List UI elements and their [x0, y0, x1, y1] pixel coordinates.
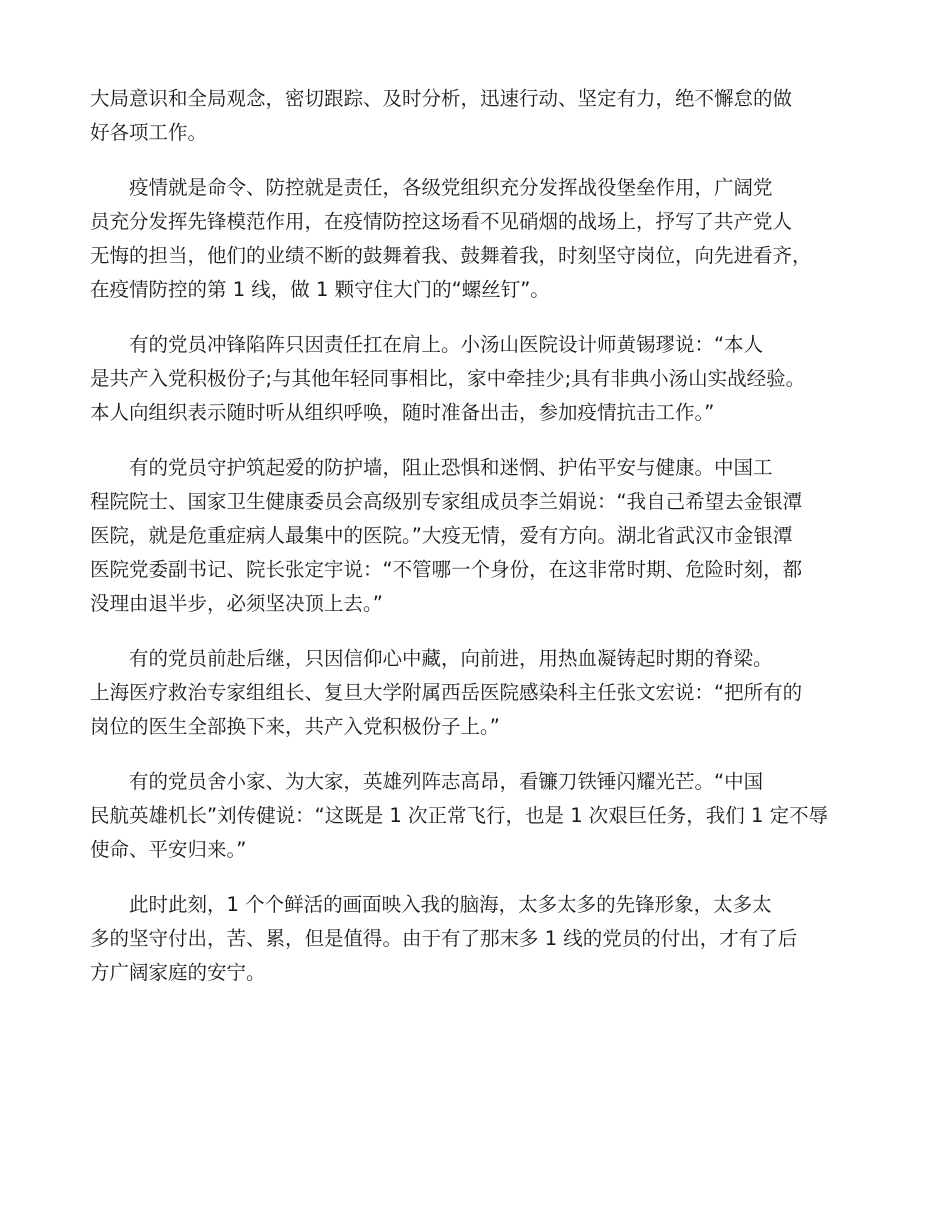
- paragraph-5: [90, 642, 862, 744]
- text-line: 多的坚守付出，苦、累，但是值得。由于有了那末多 1 线的党员的付出，才有了后: [90, 927, 798, 950]
- text-line: 在疫情防控的第 1 线，做 1 颗守住大门的“螺丝钉”。: [90, 278, 550, 301]
- text-line: 无悔的担当，他们的业绩不断的鼓舞着我、鼓舞着我，时刻坚守岗位，向先进看齐，: [90, 244, 812, 267]
- text-line: 使命、平安归来。”: [90, 838, 247, 861]
- text-line: 岗位的医生全部换下来，共产入党积极份子上。”: [90, 715, 500, 738]
- text-line: 有的党员守护筑起爱的防护墙，阻止恐惧和迷惘、护佑平安与健康。中国工: [129, 456, 773, 479]
- paragraph-4: [90, 451, 862, 621]
- text-line: 本人向组织表示随时听从组织呼唤，随时准备出击，参加疫情抗击工作。”: [90, 401, 715, 424]
- text-line: 此时此刻，1 个个鲜活的画面映入我的脑海，太多太多的先锋形象，太多太: [129, 893, 772, 916]
- text-line: 程院院士、国家卫生健康委员会高级别专家组成员李兰娟说：“我自己希望去金银潭: [90, 490, 803, 513]
- text-line: 没理由退半步，必须坚决顶上去。”: [90, 592, 383, 615]
- text-line: 方广阔家庭的安宁。: [90, 961, 266, 984]
- text-line: 好各项工作。: [90, 121, 208, 144]
- text-line: 大局意识和全局观念，密切跟踪、及时分析，迅速行动、坚定有力，绝不懈怠的做: [90, 87, 793, 110]
- text-line: 有的党员前赴后继，只因信仰心中藏，向前进，用热血凝铸起时期的脊梁。: [129, 647, 773, 670]
- paragraph-1: [90, 82, 862, 150]
- text-line: 疫情就是命令、防控就是责任，各级党组织充分发挥战役堡垒作用，广阔党: [129, 176, 773, 199]
- document-body: [90, 82, 862, 1011]
- paragraph-7: [90, 888, 862, 990]
- text-line: 医院，就是危重症病人最集中的医院。”大疫无情，爱有方向。湖北省武汉市金银潭: [90, 524, 793, 547]
- text-line: 是共产入党积极份子;与其他年轻同事相比，家中牵挂少;具有非典小汤山实战经验。: [90, 367, 806, 390]
- text-line: 有的党员舍小家、为大家，英雄列阵志高昂，看镰刀铁锤闪耀光芒。“中国: [129, 770, 764, 793]
- text-line: 上海医疗救治专家组组长、复旦大学附属西岳医院感染科主任张文宏说：“把所有的: [90, 681, 803, 704]
- text-line: 员充分发挥先锋模范作用，在疫情防控这场看不见硝烟的战场上，抒写了共产党人: [90, 210, 793, 233]
- text-line: 医院党委副书记、院长张定宇说：“不管哪一个身份，在这非常时期、危险时刻，都: [90, 558, 803, 581]
- paragraph-3: [90, 328, 862, 430]
- text-line: 民航英雄机长”刘传健说：“这既是 1 次正常飞行，也是 1 次艰巨任务，我们 1 定不辱: [90, 804, 829, 827]
- text-line: 有的党员冲锋陷阵只因责任扛在肩上。小汤山医院设计师黄锡璆说：“本人: [129, 333, 764, 356]
- paragraph-2: [90, 171, 862, 307]
- paragraph-6: [90, 765, 862, 867]
